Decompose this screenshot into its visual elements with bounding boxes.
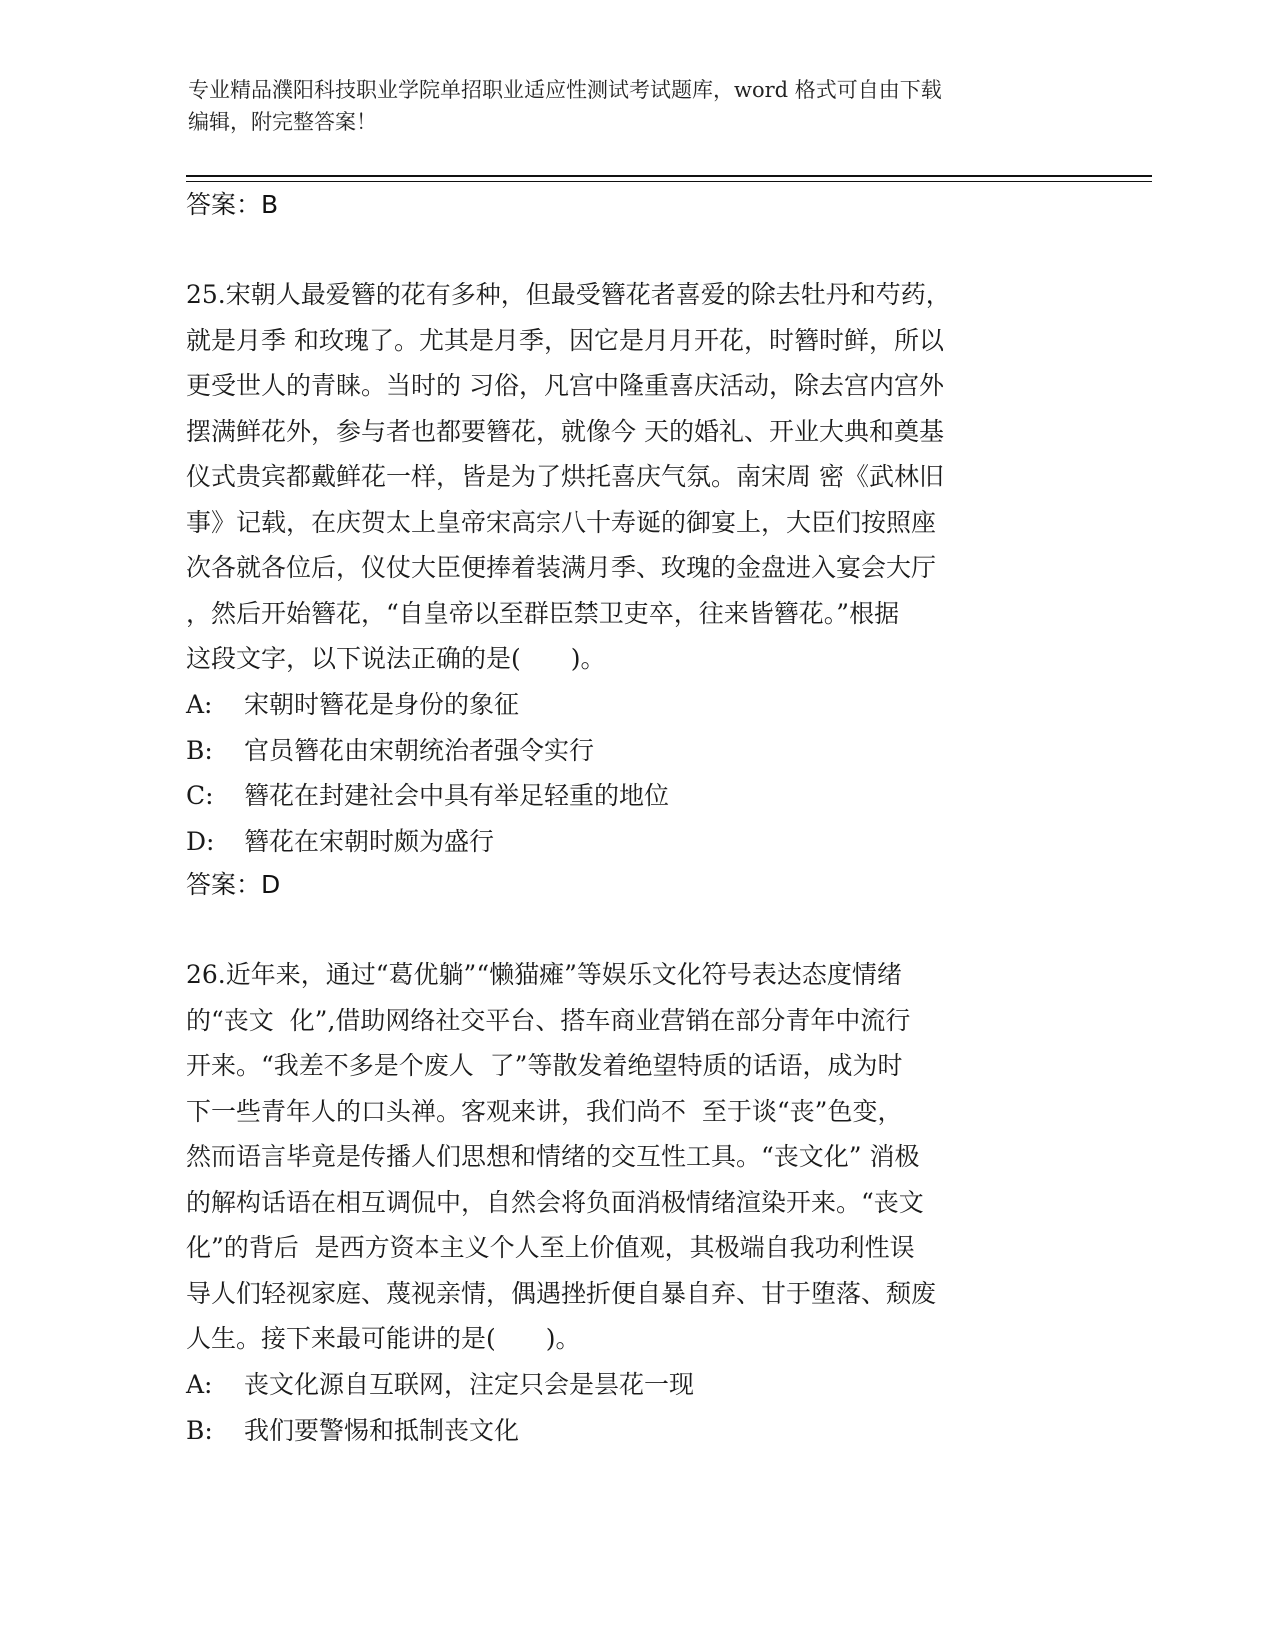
question-26-line: 导人们轻视家庭、蔑视亲情，偶遇挫折便自暴自弃、甘于堕落、颓废: [186, 1278, 937, 1308]
option-c: [186, 773, 1076, 819]
question-26-options: [186, 1362, 1076, 1453]
option-letter: B:: [186, 1415, 213, 1445]
question-25: [186, 272, 1076, 682]
question-25-line: 这段文字，以下说法正确的是( )。: [186, 644, 606, 673]
option-text: 丧文化源自互联网，注定只会是昙花一现: [244, 1370, 695, 1399]
option-d: [186, 819, 1076, 865]
option-a: [186, 682, 1076, 728]
question-25-line: 就是月季 和玫瑰了。尤其是月季，因它是月月开花，时簪时鲜，所以: [186, 325, 944, 355]
option-text: 簪花在宋朝时颇为盛行: [244, 826, 495, 856]
question-26-line: 的解构话语在相互调侃中，自然会将负面消极情绪渲染开来。“丧文: [186, 1187, 924, 1217]
question-26-line: 26.近年来，通过“葛优躺”“懒猫瘫”等娱乐文化符号表达态度情绪: [186, 960, 902, 989]
question-26-line: 下一些青年人的口头禅。客观来讲，我们尚不 至于谈“丧”色变，: [186, 1096, 903, 1126]
option-text: 宋朝时簪花是身份的象征: [244, 690, 520, 719]
option-b: [186, 1408, 1076, 1454]
question-26-line: 开来。“我差不多是个废人 了”等散发着绝望特质的话语，成为时: [186, 1051, 903, 1080]
header-line-2: 编辑，附完整答案！: [188, 110, 377, 134]
question-25-line: 摆满鲜花外，参与者也都要簪花，就像今 天的婚礼、开业大典和奠基: [186, 416, 944, 446]
option-letter: A:: [186, 1370, 213, 1399]
previous-answer: 答案：B: [186, 190, 279, 219]
question-25-line: 更受世人的青睐。当时的 习俗，凡宫中隆重喜庆活动，除去宫内宫外: [186, 371, 944, 400]
option-a: [186, 1362, 1076, 1408]
header-rule-thin: [186, 181, 1152, 182]
option-text: 官员簪花由宋朝统治者强令实行: [244, 735, 595, 765]
question-26-line: 的“丧文 化”,借助网络社交平台、搭车商业营销在部分青年中流行: [186, 1005, 911, 1035]
question-25-answer: 答案：D: [186, 870, 281, 899]
option-letter: A:: [186, 690, 213, 719]
question-25-line: 次各就各位后，仪仗大臣便捧着装满月季、玫瑰的金盘进入宴会大厅: [186, 553, 937, 582]
page-header: [188, 74, 1088, 138]
question-25-line: 25.宋朝人最爱簪的花有多种，但最受簪花者喜爱的除去牡丹和芍药，: [186, 280, 951, 309]
header-rule-thick: [186, 175, 1152, 177]
question-25-line: 仪式贵宾都戴鲜花一样，皆是为了烘托喜庆气氛。南宋周 密《武林旧: [186, 462, 944, 491]
question-25-line: ，然后开始簪花，“自皇帝以至群臣禁卫吏卒，往来皆簪花。”根据: [186, 598, 900, 628]
question-26-line: 然而语言毕竟是传播人们思想和情绪的交互性工具。“丧文化” 消极: [186, 1142, 920, 1171]
question-26: [186, 952, 1076, 1362]
question-26-line: 化”的背后 是西方资本主义个人至上价值观，其极端自我功利性误: [186, 1233, 915, 1262]
question-25-options: [186, 682, 1076, 864]
option-letter: C:: [186, 781, 214, 810]
option-letter: D:: [186, 826, 215, 856]
option-text: 我们要警惕和抵制丧文化: [244, 1415, 520, 1445]
header-line-1: 专业精品濮阳科技职业学院单招职业适应性测试考试题库，word 格式可自由下载: [188, 78, 942, 102]
question-26-line: 人生。接下来最可能讲的是( )。: [186, 1324, 581, 1353]
option-text: 簪花在封建社会中具有举足轻重的地位: [244, 781, 670, 810]
option-letter: B:: [186, 735, 213, 765]
question-25-line: 事》记载，在庆贺太上皇帝宋高宗八十寿诞的御宴上，大臣们按照座: [186, 507, 937, 537]
option-b: [186, 728, 1076, 774]
